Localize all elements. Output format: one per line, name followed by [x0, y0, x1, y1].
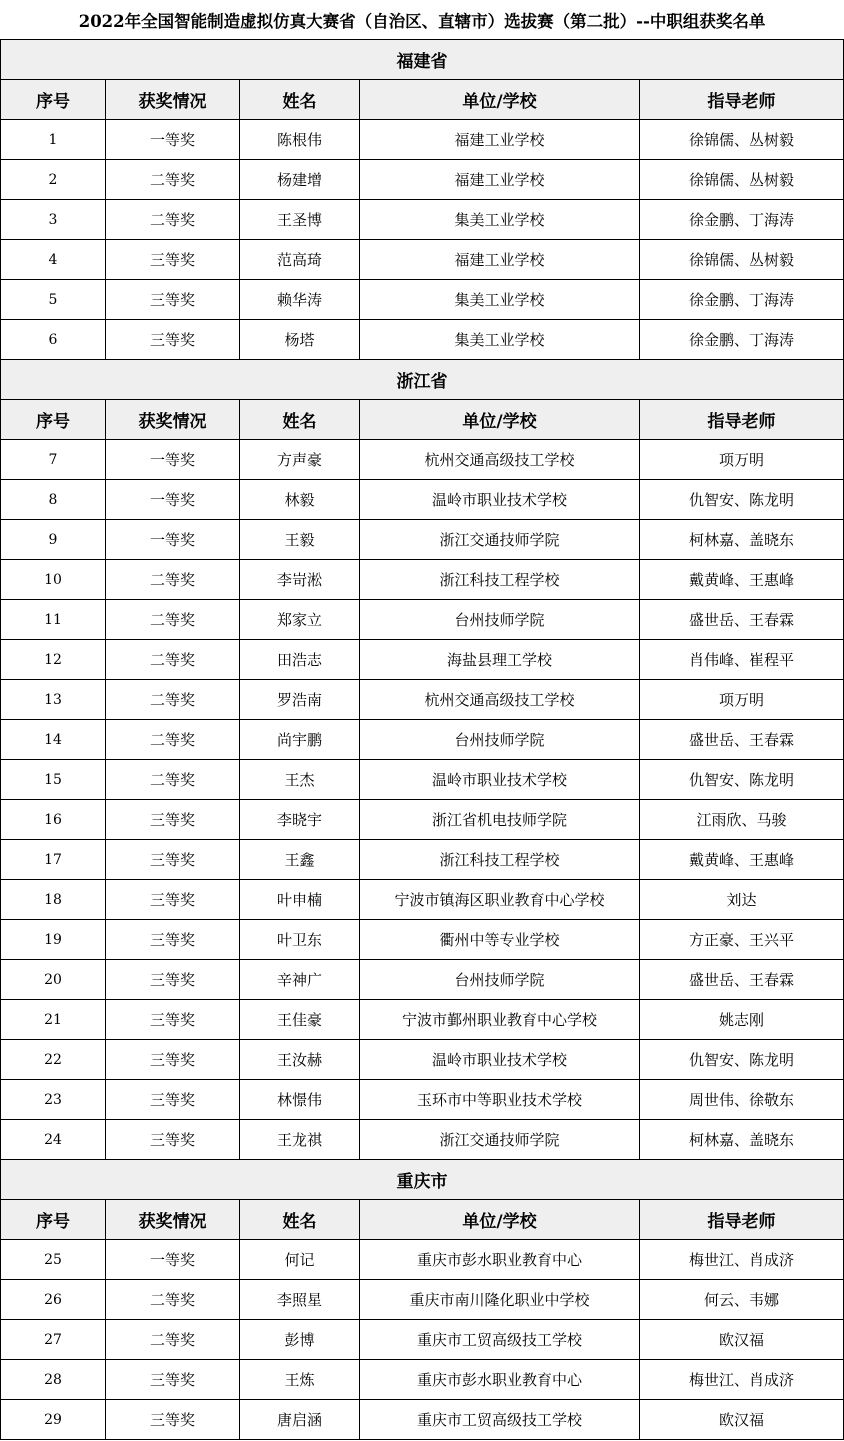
index-cell: 24 — [1, 1120, 106, 1160]
header-name: 姓名 — [240, 400, 360, 440]
column-header-row — [1, 1200, 844, 1240]
index-cell: 22 — [1, 1040, 106, 1080]
column-header-row — [1, 80, 844, 120]
province-title: 浙江省 — [1, 360, 844, 400]
index-cell: 8 — [1, 480, 106, 520]
name-cell: 林憬伟 — [240, 1080, 360, 1120]
table-row — [1, 680, 844, 720]
award-cell: 三等奖 — [106, 1360, 240, 1400]
province-title: 重庆市 — [1, 1160, 844, 1200]
name-cell: 王毅 — [240, 520, 360, 560]
name-cell: 叶申楠 — [240, 880, 360, 920]
award-cell: 三等奖 — [106, 1120, 240, 1160]
school-cell: 台州技师学院 — [360, 600, 640, 640]
header-index: 序号 — [1, 400, 106, 440]
teacher-cell: 欧汉福 — [640, 1320, 844, 1360]
school-cell: 温岭市职业技术学校 — [360, 760, 640, 800]
school-cell: 重庆市彭水职业教育中心 — [360, 1240, 640, 1280]
table-row — [1, 240, 844, 280]
teacher-cell: 盛世岳、王春霖 — [640, 600, 844, 640]
index-cell: 14 — [1, 720, 106, 760]
table-row — [1, 200, 844, 240]
teacher-cell: 江雨欣、马骏 — [640, 800, 844, 840]
award-cell: 二等奖 — [106, 720, 240, 760]
teacher-cell: 周世伟、徐敬东 — [640, 1080, 844, 1120]
school-cell: 浙江省机电技师学院 — [360, 800, 640, 840]
award-cell: 二等奖 — [106, 680, 240, 720]
award-cell: 二等奖 — [106, 200, 240, 240]
name-cell: 辛神广 — [240, 960, 360, 1000]
teacher-cell: 徐锦儒、丛树毅 — [640, 120, 844, 160]
table-row — [1, 440, 844, 480]
school-cell: 浙江科技工程学校 — [360, 840, 640, 880]
index-cell: 18 — [1, 880, 106, 920]
award-cell: 二等奖 — [106, 160, 240, 200]
award-cell: 一等奖 — [106, 480, 240, 520]
index-cell: 26 — [1, 1280, 106, 1320]
name-cell: 陈根伟 — [240, 120, 360, 160]
name-cell: 王炼 — [240, 1360, 360, 1400]
index-cell: 7 — [1, 440, 106, 480]
table-row — [1, 1120, 844, 1160]
award-cell: 一等奖 — [106, 1240, 240, 1280]
teacher-cell: 刘达 — [640, 880, 844, 920]
header-index: 序号 — [1, 1200, 106, 1240]
header-school: 单位/学校 — [360, 1200, 640, 1240]
name-cell: 尚宇鹏 — [240, 720, 360, 760]
index-cell: 21 — [1, 1000, 106, 1040]
header-teacher: 指导老师 — [640, 80, 844, 120]
header-name: 姓名 — [240, 80, 360, 120]
table-row — [1, 320, 844, 360]
table-row — [1, 920, 844, 960]
name-cell: 林毅 — [240, 480, 360, 520]
name-cell: 王佳豪 — [240, 1000, 360, 1040]
index-cell: 3 — [1, 200, 106, 240]
title-row — [1, 0, 844, 40]
table-row — [1, 560, 844, 600]
index-cell: 15 — [1, 760, 106, 800]
teacher-cell: 何云、韦娜 — [640, 1280, 844, 1320]
table-row — [1, 1280, 844, 1320]
name-cell: 郑家立 — [240, 600, 360, 640]
name-cell: 王鑫 — [240, 840, 360, 880]
school-cell: 浙江交通技师学院 — [360, 520, 640, 560]
teacher-cell: 肖伟峰、崔程平 — [640, 640, 844, 680]
index-cell: 5 — [1, 280, 106, 320]
table-row — [1, 520, 844, 560]
table-row — [1, 280, 844, 320]
index-cell: 29 — [1, 1400, 106, 1440]
award-cell: 二等奖 — [106, 640, 240, 680]
table-row — [1, 1320, 844, 1360]
index-cell: 27 — [1, 1320, 106, 1360]
school-cell: 福建工业学校 — [360, 160, 640, 200]
name-cell: 王汝赫 — [240, 1040, 360, 1080]
header-index: 序号 — [1, 80, 106, 120]
school-cell: 福建工业学校 — [360, 120, 640, 160]
name-cell: 唐启涵 — [240, 1400, 360, 1440]
province-row — [1, 1160, 844, 1200]
school-cell: 重庆市南川隆化职业中学校 — [360, 1280, 640, 1320]
column-header-row — [1, 400, 844, 440]
school-cell: 重庆市工贸高级技工学校 — [360, 1320, 640, 1360]
index-cell: 6 — [1, 320, 106, 360]
index-cell: 10 — [1, 560, 106, 600]
teacher-cell: 徐锦儒、丛树毅 — [640, 240, 844, 280]
table-row — [1, 160, 844, 200]
school-cell: 集美工业学校 — [360, 200, 640, 240]
header-school: 单位/学校 — [360, 400, 640, 440]
name-cell: 何记 — [240, 1240, 360, 1280]
name-cell: 范高琦 — [240, 240, 360, 280]
award-cell: 三等奖 — [106, 1080, 240, 1120]
teacher-cell: 盛世岳、王春霖 — [640, 720, 844, 760]
table-row — [1, 480, 844, 520]
index-cell: 17 — [1, 840, 106, 880]
school-cell: 玉环市中等职业技术学校 — [360, 1080, 640, 1120]
name-cell: 杨塔 — [240, 320, 360, 360]
teacher-cell: 梅世江、肖成济 — [640, 1360, 844, 1400]
name-cell: 李照星 — [240, 1280, 360, 1320]
index-cell: 19 — [1, 920, 106, 960]
index-cell: 1 — [1, 120, 106, 160]
award-cell: 三等奖 — [106, 1040, 240, 1080]
name-cell: 叶卫东 — [240, 920, 360, 960]
teacher-cell: 方正豪、王兴平 — [640, 920, 844, 960]
award-cell: 三等奖 — [106, 960, 240, 1000]
index-cell: 9 — [1, 520, 106, 560]
name-cell: 王圣博 — [240, 200, 360, 240]
teacher-cell: 柯林嘉、盖晓东 — [640, 1120, 844, 1160]
name-cell: 田浩志 — [240, 640, 360, 680]
index-cell: 2 — [1, 160, 106, 200]
index-cell: 25 — [1, 1240, 106, 1280]
teacher-cell: 仇智安、陈龙明 — [640, 760, 844, 800]
award-cell: 二等奖 — [106, 760, 240, 800]
index-cell: 11 — [1, 600, 106, 640]
index-cell: 23 — [1, 1080, 106, 1120]
school-cell: 重庆市彭水职业教育中心 — [360, 1360, 640, 1400]
school-cell: 台州技师学院 — [360, 960, 640, 1000]
teacher-cell: 仇智安、陈龙明 — [640, 1040, 844, 1080]
index-cell: 12 — [1, 640, 106, 680]
award-cell: 三等奖 — [106, 880, 240, 920]
award-cell: 一等奖 — [106, 120, 240, 160]
school-cell: 重庆市工贸高级技工学校 — [360, 1400, 640, 1440]
table-row — [1, 1080, 844, 1120]
table-row — [1, 1240, 844, 1280]
school-cell: 海盐县理工学校 — [360, 640, 640, 680]
teacher-cell: 仇智安、陈龙明 — [640, 480, 844, 520]
award-cell: 二等奖 — [106, 600, 240, 640]
award-cell: 二等奖 — [106, 1320, 240, 1360]
school-cell: 浙江交通技师学院 — [360, 1120, 640, 1160]
school-cell: 台州技师学院 — [360, 720, 640, 760]
teacher-cell: 徐金鹏、丁海涛 — [640, 280, 844, 320]
award-cell: 二等奖 — [106, 560, 240, 600]
table-row — [1, 800, 844, 840]
table-row — [1, 720, 844, 760]
index-cell: 20 — [1, 960, 106, 1000]
teacher-cell: 戴黄峰、王惠峰 — [640, 560, 844, 600]
school-cell: 杭州交通高级技工学校 — [360, 440, 640, 480]
award-cell: 一等奖 — [106, 440, 240, 480]
school-cell: 福建工业学校 — [360, 240, 640, 280]
table-row — [1, 120, 844, 160]
award-cell: 三等奖 — [106, 920, 240, 960]
teacher-cell: 项万明 — [640, 440, 844, 480]
school-cell: 集美工业学校 — [360, 280, 640, 320]
name-cell: 李晓宇 — [240, 800, 360, 840]
province-row — [1, 40, 844, 80]
page-title: 2022年全国智能制造虚拟仿真大赛省（自治区、直辖市）选拔赛（第二批）--中职组获奖名单 — [1, 0, 844, 40]
teacher-cell: 徐金鹏、丁海涛 — [640, 320, 844, 360]
school-cell: 温岭市职业技术学校 — [360, 1040, 640, 1080]
teacher-cell: 姚志刚 — [640, 1000, 844, 1040]
header-award: 获奖情况 — [106, 400, 240, 440]
header-teacher: 指导老师 — [640, 400, 844, 440]
school-cell: 温岭市职业技术学校 — [360, 480, 640, 520]
name-cell: 杨建增 — [240, 160, 360, 200]
name-cell: 方声豪 — [240, 440, 360, 480]
table-row — [1, 1040, 844, 1080]
name-cell: 王龙祺 — [240, 1120, 360, 1160]
award-cell: 三等奖 — [106, 320, 240, 360]
province-row — [1, 360, 844, 400]
award-cell: 三等奖 — [106, 280, 240, 320]
award-cell: 三等奖 — [106, 840, 240, 880]
header-teacher: 指导老师 — [640, 1200, 844, 1240]
award-cell: 一等奖 — [106, 520, 240, 560]
teacher-cell: 徐金鹏、丁海涛 — [640, 200, 844, 240]
teacher-cell: 柯林嘉、盖晓东 — [640, 520, 844, 560]
teacher-cell: 徐锦儒、丛树毅 — [640, 160, 844, 200]
name-cell: 李岢淞 — [240, 560, 360, 600]
header-school: 单位/学校 — [360, 80, 640, 120]
name-cell: 彭博 — [240, 1320, 360, 1360]
award-cell: 二等奖 — [106, 1280, 240, 1320]
header-award: 获奖情况 — [106, 1200, 240, 1240]
school-cell: 衢州中等专业学校 — [360, 920, 640, 960]
teacher-cell: 戴黄峰、王惠峰 — [640, 840, 844, 880]
award-cell: 三等奖 — [106, 1000, 240, 1040]
table-row — [1, 640, 844, 680]
award-cell: 三等奖 — [106, 800, 240, 840]
award-cell: 三等奖 — [106, 1400, 240, 1440]
province-title: 福建省 — [1, 40, 844, 80]
table-row — [1, 1400, 844, 1440]
index-cell: 16 — [1, 800, 106, 840]
table-row — [1, 1000, 844, 1040]
name-cell: 赖华涛 — [240, 280, 360, 320]
header-name: 姓名 — [240, 1200, 360, 1240]
index-cell: 28 — [1, 1360, 106, 1400]
table-row — [1, 600, 844, 640]
header-award: 获奖情况 — [106, 80, 240, 120]
teacher-cell: 欧汉福 — [640, 1400, 844, 1440]
index-cell: 13 — [1, 680, 106, 720]
award-cell: 三等奖 — [106, 240, 240, 280]
teacher-cell: 梅世江、肖成济 — [640, 1240, 844, 1280]
table-row — [1, 840, 844, 880]
index-cell: 4 — [1, 240, 106, 280]
table-row — [1, 960, 844, 1000]
name-cell: 罗浩南 — [240, 680, 360, 720]
table-row — [1, 760, 844, 800]
school-cell: 宁波市镇海区职业教育中心学校 — [360, 880, 640, 920]
name-cell: 王杰 — [240, 760, 360, 800]
teacher-cell: 盛世岳、王春霖 — [640, 960, 844, 1000]
school-cell: 杭州交通高级技工学校 — [360, 680, 640, 720]
table-row — [1, 1360, 844, 1400]
school-cell: 浙江科技工程学校 — [360, 560, 640, 600]
school-cell: 集美工业学校 — [360, 320, 640, 360]
table-row — [1, 880, 844, 920]
school-cell: 宁波市鄞州职业教育中心学校 — [360, 1000, 640, 1040]
teacher-cell: 项万明 — [640, 680, 844, 720]
